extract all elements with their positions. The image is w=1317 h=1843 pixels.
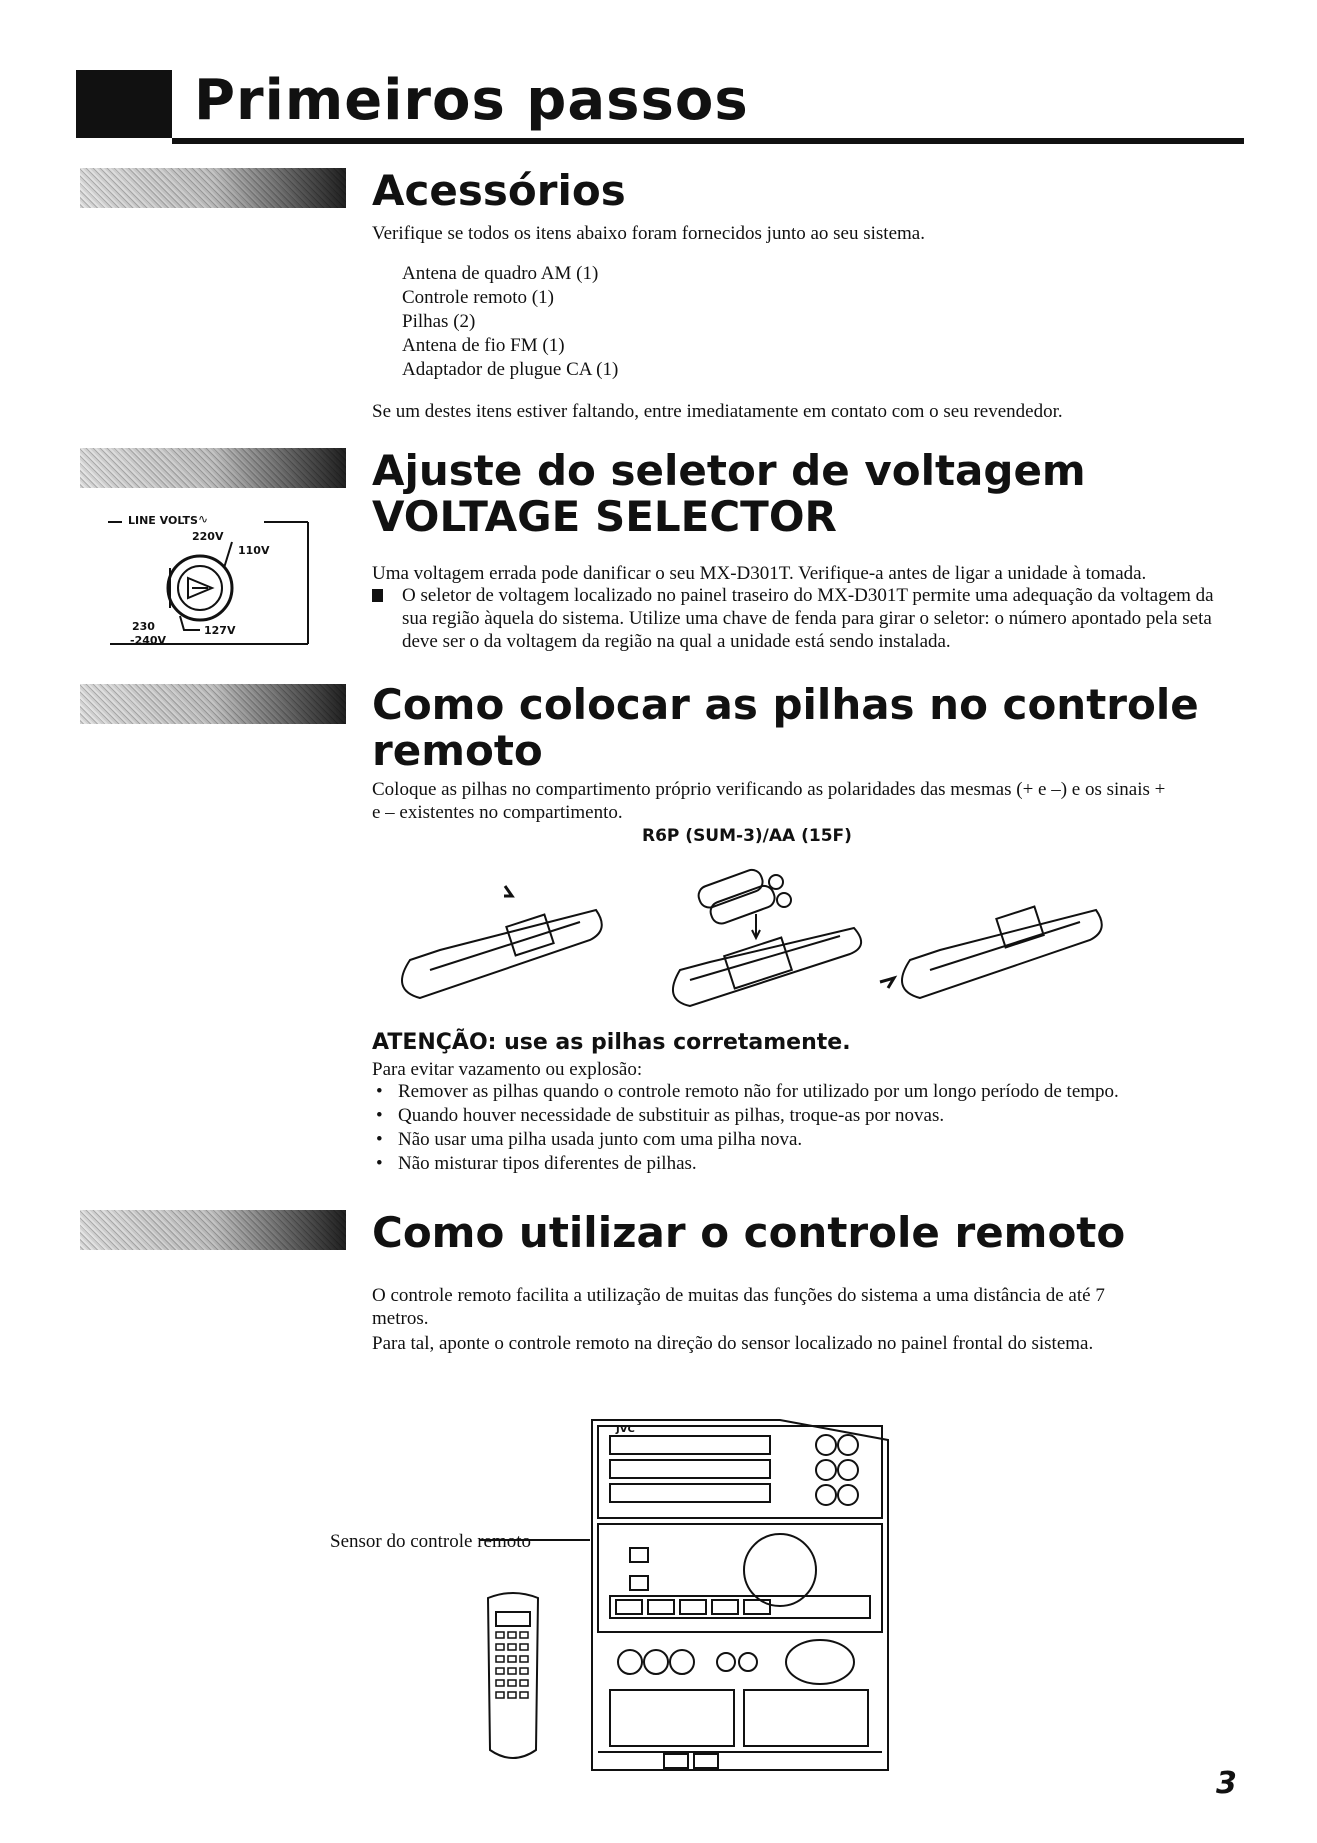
section-bar-uso bbox=[80, 1210, 346, 1250]
section-bar-acessorios bbox=[80, 168, 346, 208]
title-block bbox=[76, 66, 1244, 146]
list-item: Antena de fio FM (1) bbox=[402, 335, 565, 356]
acessorios-outro: Se um destes itens estiver faltando, entre imediatamente em contato com o seu revendedor. bbox=[372, 401, 1063, 422]
heading-voltagem-line1: Ajuste do seletor de voltagem bbox=[372, 446, 1086, 495]
list-item: Antena de quadro AM (1) bbox=[402, 263, 599, 284]
v240-label: -240V bbox=[130, 634, 167, 647]
sensor-label: Sensor do controle remoto bbox=[330, 1531, 532, 1552]
title-black-square bbox=[76, 70, 172, 138]
acessorios-list bbox=[402, 262, 1002, 382]
ac-symbol: ∿ bbox=[198, 512, 209, 526]
v127-label: 127V bbox=[204, 624, 236, 637]
heading-pilhas-line1: Como colocar as pilhas no controle bbox=[372, 680, 1199, 729]
list-item: • Não misturar tipos diferentes de pilhas. bbox=[372, 1152, 1252, 1176]
list-item: • Não usar uma pilha usada junto com uma pilha nova. bbox=[372, 1128, 1252, 1152]
attention-list bbox=[372, 1080, 1252, 1176]
brand-logo: JVC bbox=[616, 1424, 635, 1435]
remote-middle-illustration bbox=[673, 867, 861, 1006]
voltagem-para1: Uma voltagem errada pode danificar o seu MX-D301T. Verifique-a antes de ligar a unidade à tomada. bbox=[372, 563, 1147, 584]
v220-label: 220V bbox=[192, 530, 224, 543]
acessorios-intro: Verifique se todos os itens abaixo foram fornecidos junto ao seu sistema. bbox=[372, 223, 925, 244]
remote-left-illustration bbox=[402, 886, 602, 998]
remote-right-illustration bbox=[880, 907, 1102, 998]
page-number: 3 bbox=[1216, 1766, 1237, 1801]
section-bar-pilhas bbox=[80, 684, 346, 724]
pilhas-para: Coloque as pilhas no compartimento próprio verificando as polaridades das mesmas (+ e –) e os sinais + e – existentes no compartimento. bbox=[372, 779, 1166, 823]
heading-voltagem-line2: VOLTAGE SELECTOR bbox=[372, 492, 837, 541]
list-item: • Remover as pilhas quando o controle remoto não for utilizado por um longo período de tempo. bbox=[372, 1080, 1252, 1104]
list-item: Adaptador de plugue CA (1) bbox=[402, 359, 619, 380]
heading-uso: Como utilizar o controle remoto bbox=[372, 1208, 1126, 1257]
heading-pilhas-line2: remoto bbox=[372, 726, 543, 775]
attention-title: ATENÇÃO: use as pilhas corretamente. bbox=[372, 1030, 851, 1055]
voltage-selector-diagram bbox=[108, 512, 318, 652]
page-title: Primeiros passos bbox=[194, 68, 749, 133]
remote-control-illustration bbox=[478, 1590, 548, 1770]
v230-label: 230 bbox=[132, 620, 155, 633]
line-volts-label: LINE VOLTS bbox=[128, 514, 198, 527]
title-rule bbox=[172, 138, 1244, 144]
battery-illustration bbox=[380, 850, 1180, 1010]
attention-intro: Para evitar vazamento ou explosão: bbox=[372, 1059, 643, 1080]
heading-acessorios: Acessórios bbox=[372, 166, 626, 215]
section-bar-voltagem bbox=[80, 448, 346, 488]
battery-type-label: R6P (SUM-3)/AA (15F) bbox=[642, 826, 852, 846]
uso-para2: Para tal, aponte o controle remoto na direção do sensor localizado no painel frontal do sistema. bbox=[372, 1333, 1094, 1354]
v110-label: 110V bbox=[238, 544, 270, 557]
list-item: • Quando houver necessidade de substituir as pilhas, troque-as por novas. bbox=[372, 1104, 1252, 1128]
list-item: Controle remoto (1) bbox=[402, 287, 554, 308]
voltagem-bullet-square bbox=[372, 589, 383, 602]
voltagem-para2: O seletor de voltagem localizado no painel traseiro do MX-D301T permite uma adequação da voltagem da sua região àquela do sistema. Utilize uma chave de fenda para girar o seletor: o número apontado pela seta deve ser o da voltagem da região na qual a unidade está sendo instalada. bbox=[402, 585, 1214, 652]
list-item: Pilhas (2) bbox=[402, 311, 476, 332]
uso-para1: O controle remoto facilita a utilização de muitas das funções do sistema a uma distância de até 7 metros. bbox=[372, 1285, 1105, 1329]
